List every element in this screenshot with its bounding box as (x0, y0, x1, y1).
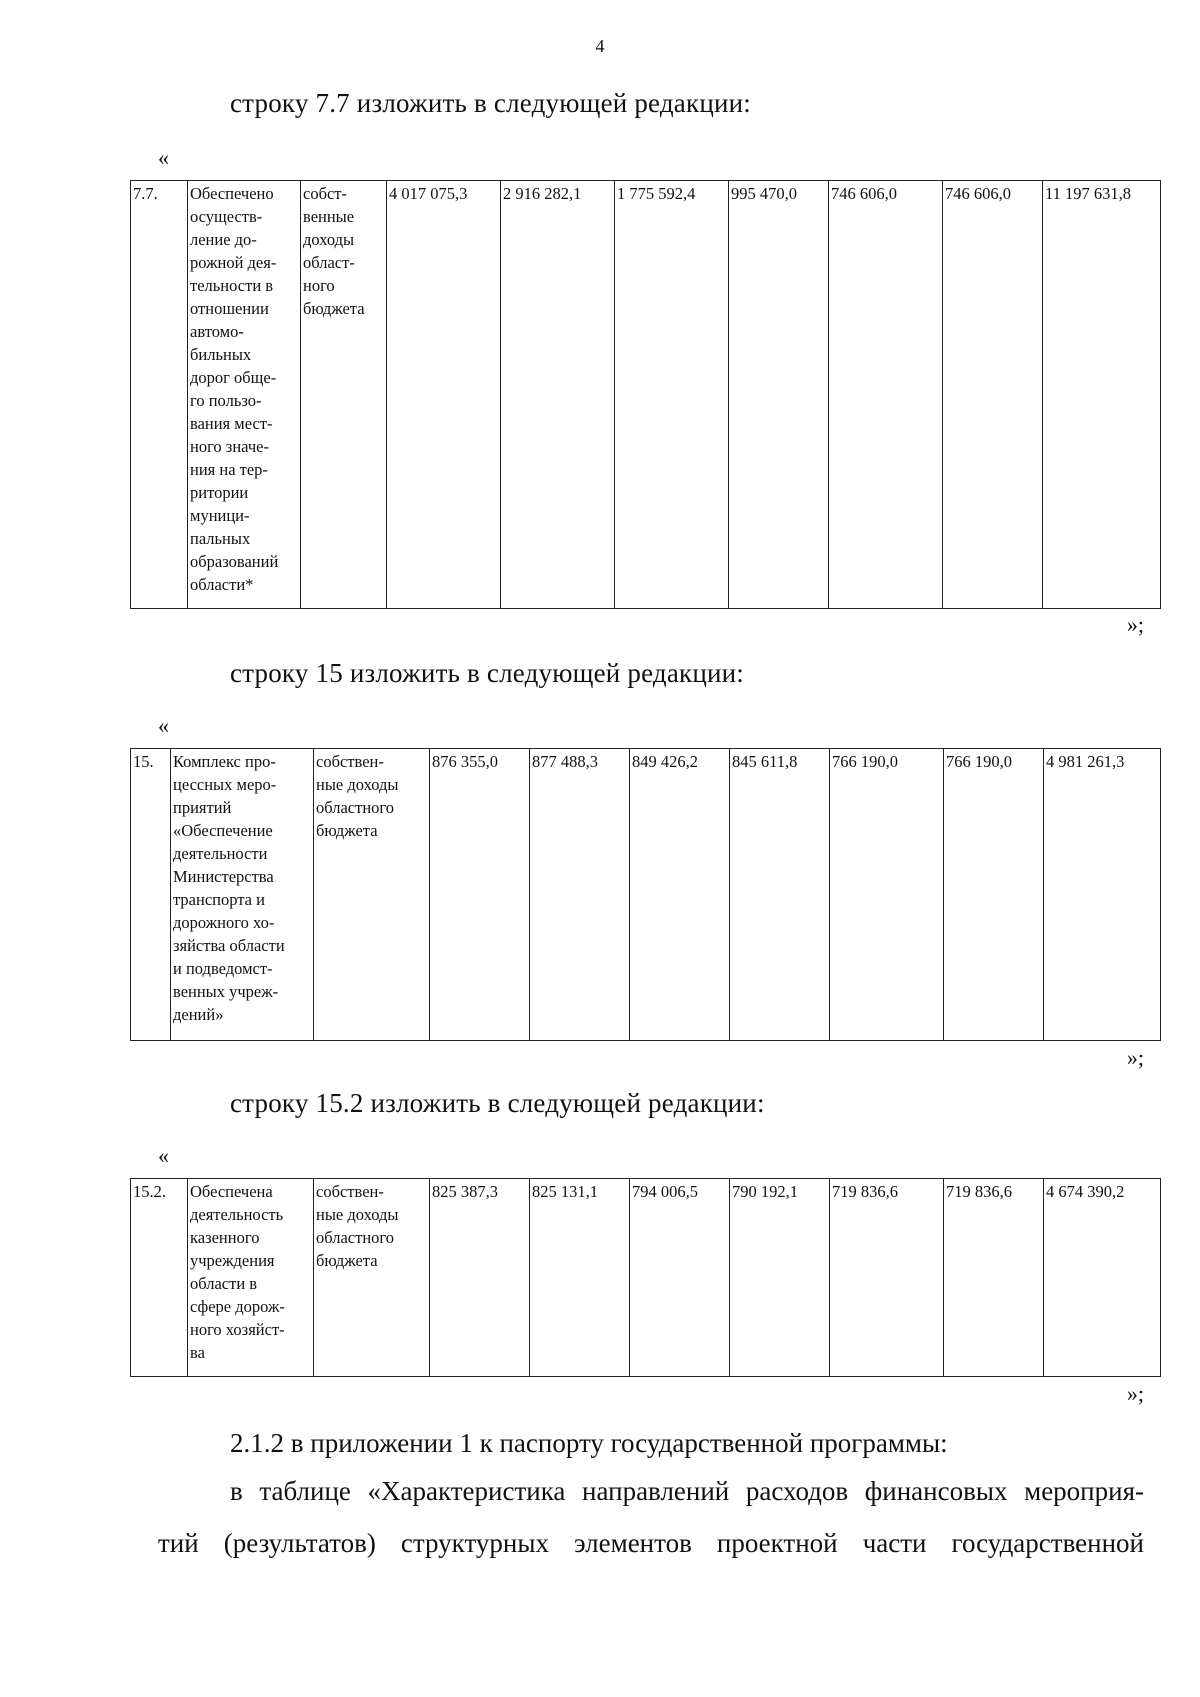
row-number: 15. (131, 749, 171, 1041)
value-cell: 794 006,5 (630, 1179, 730, 1377)
name-line: и подведомст- (173, 959, 273, 978)
name-line: цессных меро- (173, 775, 277, 794)
value-cell: 766 190,0 (830, 749, 944, 1041)
source-line: ные доходы (316, 775, 399, 794)
value-cell-total: 4 981 261,3 (1044, 749, 1161, 1041)
value-cell: 719 836,6 (830, 1179, 944, 1377)
name-line: венных учреж- (173, 982, 279, 1001)
value-cell-total: 4 674 390,2 (1044, 1179, 1161, 1377)
table-row-15-2 (130, 1178, 1161, 1377)
paragraph-text-line-2: тий (результатов) структурных элементов проектной части государственной (158, 1528, 1144, 1558)
source-line: област- (303, 253, 355, 272)
close-quote: »; (1126, 1045, 1144, 1070)
source-line: бюджета (303, 299, 365, 318)
name-line: отношении (190, 299, 269, 318)
page-number: 4 (595, 36, 605, 56)
source-line: доходы (303, 230, 355, 249)
name-line: области* (190, 575, 254, 594)
name-line: сфере дорож- (190, 1297, 285, 1316)
row-name (171, 749, 314, 1041)
value-cell: 746 606,0 (829, 181, 943, 609)
open-quote: « (158, 145, 169, 170)
name-line: пальных (190, 529, 251, 548)
name-line: ва (190, 1343, 205, 1362)
table-row-7-7 (130, 180, 1161, 609)
row-funding-source (301, 181, 387, 609)
name-line: ного хозяйст- (190, 1320, 285, 1339)
value-cell-total: 11 197 631,8 (1043, 181, 1161, 609)
name-line: Обеспечено (190, 184, 274, 203)
paragraph-2-1-2: 2.1.2 в приложении 1 к паспорту государственной программы: (230, 1428, 948, 1458)
paragraph-text-line-1: в таблице «Характеристика направлений расходов финансовых мероприя- (230, 1476, 1144, 1506)
name-line: деятельность (190, 1205, 284, 1224)
close-quote: »; (1126, 1381, 1144, 1406)
name-line: ление до- (190, 230, 257, 249)
name-line: вания мест- (190, 414, 273, 433)
name-line: деятельности (173, 844, 268, 863)
name-line: казенного (190, 1228, 260, 1247)
name-line: муници- (190, 506, 250, 525)
value-cell: 2 916 282,1 (501, 181, 615, 609)
row-name (188, 181, 301, 609)
value-cell: 995 470,0 (729, 181, 829, 609)
value-cell: 719 836,6 (944, 1179, 1044, 1377)
source-line: бюджета (316, 821, 378, 840)
value-cell: 1 775 592,4 (615, 181, 729, 609)
value-cell: 4 017 075,3 (387, 181, 501, 609)
source-line: областного (316, 1228, 395, 1247)
close-quote: »; (1126, 612, 1144, 637)
name-line: бильных (190, 345, 252, 364)
name-line: образований (190, 552, 279, 571)
name-line: ного значе- (190, 437, 269, 456)
name-line: «Обеспечение (173, 821, 273, 840)
value-cell: 790 192,1 (730, 1179, 830, 1377)
row-funding-source (314, 749, 430, 1041)
name-line: ния на тер- (190, 460, 268, 479)
value-cell: 845 611,8 (730, 749, 830, 1041)
name-line: области в (190, 1274, 258, 1293)
name-line: рожной дея- (190, 253, 277, 272)
name-line: Обеспечена (190, 1182, 273, 1201)
open-quote: « (158, 713, 169, 738)
table-row (131, 1179, 1161, 1377)
source-line: бюджета (316, 1251, 378, 1270)
source-line: областного (316, 798, 395, 817)
row-name (188, 1179, 314, 1377)
section-heading-15-2: строку 15.2 изложить в следующей редакции: (230, 1088, 765, 1118)
row-number: 15.2. (131, 1179, 188, 1377)
name-line: Комплекс про- (173, 752, 276, 771)
value-cell: 766 190,0 (944, 749, 1044, 1041)
table-row-15 (130, 748, 1161, 1041)
table-row (131, 181, 1161, 609)
section-heading-15: строку 15 изложить в следующей редакции: (230, 658, 745, 688)
name-line: го пользо- (190, 391, 262, 410)
source-line: собст- (303, 184, 347, 203)
value-cell: 825 131,1 (530, 1179, 630, 1377)
source-line: венные (303, 207, 355, 226)
open-quote: « (158, 1143, 169, 1168)
row-funding-source (314, 1179, 430, 1377)
name-line: приятий (173, 798, 232, 817)
name-line: зяйства области (173, 936, 285, 955)
name-line: дений» (173, 1005, 224, 1024)
name-line: транспорта и (173, 890, 265, 909)
name-line: автомо- (190, 322, 244, 341)
section-heading-7-7: строку 7.7 изложить в следующей редакции: (230, 88, 751, 118)
name-line: дорог обще- (190, 368, 277, 387)
row-number: 7.7. (131, 181, 188, 609)
name-line: ритории (190, 483, 249, 502)
source-line: собствен- (316, 1182, 384, 1201)
name-line: Министерства (173, 867, 274, 886)
value-cell: 877 488,3 (530, 749, 630, 1041)
name-line: дорожного хо- (173, 913, 275, 932)
source-line: ные доходы (316, 1205, 399, 1224)
name-line: осуществ- (190, 207, 263, 226)
value-cell: 849 426,2 (630, 749, 730, 1041)
table-row (131, 749, 1161, 1041)
source-line: ного (303, 276, 335, 295)
name-line: учреждения (190, 1251, 275, 1270)
name-line: тельности в (190, 276, 274, 295)
source-line: собствен- (316, 752, 384, 771)
value-cell: 825 387,3 (430, 1179, 530, 1377)
value-cell: 746 606,0 (943, 181, 1043, 609)
value-cell: 876 355,0 (430, 749, 530, 1041)
